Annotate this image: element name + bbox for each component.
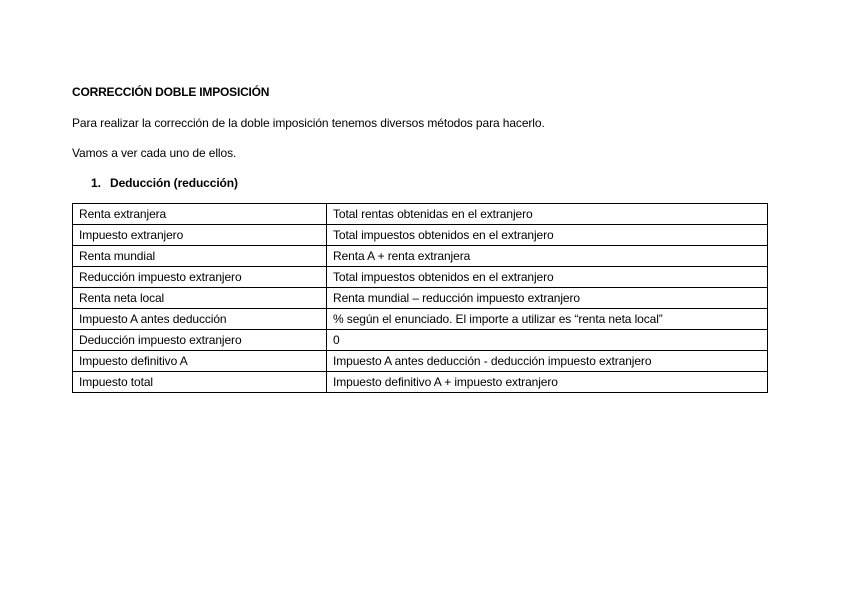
table-row (73, 372, 768, 393)
table-cell-label: Renta neta local (73, 288, 327, 309)
table-row (73, 225, 768, 246)
section-heading (91, 176, 238, 190)
section-title: Deducción (reducción) (110, 176, 238, 190)
table-cell-value: Impuesto definitivo A + impuesto extranjero (327, 372, 768, 393)
table-cell-label: Reducción impuesto extranjero (73, 267, 327, 288)
table-row (73, 330, 768, 351)
table-cell-label: Renta mundial (73, 246, 327, 267)
table-row (73, 288, 768, 309)
table-row (73, 309, 768, 330)
table-cell-value: Renta A + renta extranjera (327, 246, 768, 267)
table-cell-label: Impuesto A antes deducción (73, 309, 327, 330)
document-title: CORRECCIÓN DOBLE IMPOSICIÓN (72, 85, 270, 99)
deduction-table (72, 203, 768, 393)
table-cell-label: Renta extranjera (73, 204, 327, 225)
table-cell-label: Impuesto extranjero (73, 225, 327, 246)
table-cell-value: % según el enunciado. El importe a utilizar es “renta neta local” (327, 309, 768, 330)
table-cell-value: 0 (327, 330, 768, 351)
table-cell-label: Deducción impuesto extranjero (73, 330, 327, 351)
table-cell-label: Impuesto total (73, 372, 327, 393)
table-row (73, 246, 768, 267)
intro-paragraph: Para realizar la corrección de la doble imposición tenemos diversos métodos para hacerlo. (72, 116, 545, 130)
table-cell-value: Impuesto A antes deducción - deducción impuesto extranjero (327, 351, 768, 372)
table-cell-value: Renta mundial – reducción impuesto extranjero (327, 288, 768, 309)
table-row (73, 351, 768, 372)
table-cell-value: Total impuestos obtenidos en el extranjero (327, 267, 768, 288)
table-row (73, 204, 768, 225)
second-paragraph: Vamos a ver cada uno de ellos. (72, 146, 237, 160)
table-cell-value: Total impuestos obtenidos en el extranjero (327, 225, 768, 246)
table-cell-value: Total rentas obtenidas en el extranjero (327, 204, 768, 225)
table-cell-label: Impuesto definitivo A (73, 351, 327, 372)
section-number: 1. (91, 176, 101, 190)
table-row (73, 267, 768, 288)
